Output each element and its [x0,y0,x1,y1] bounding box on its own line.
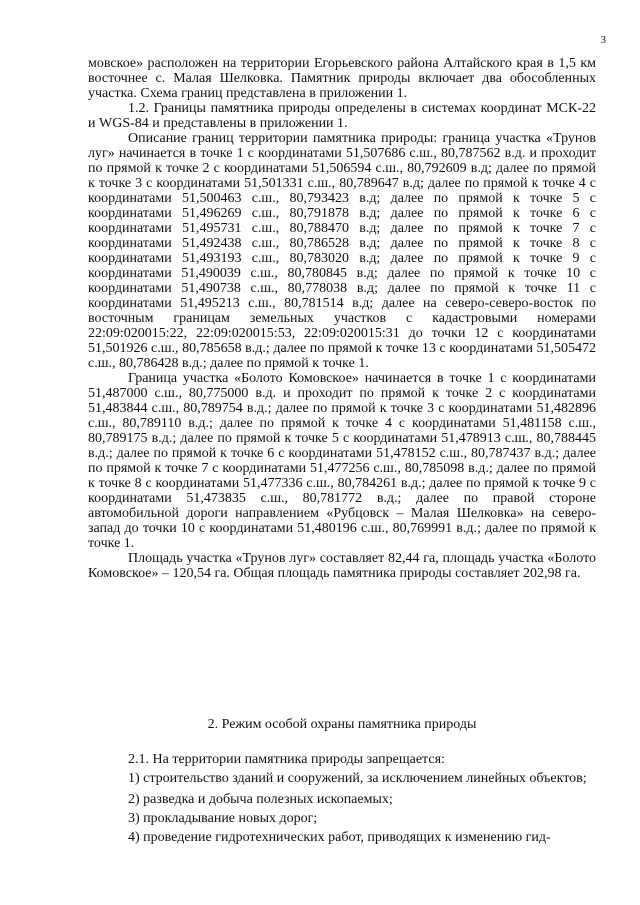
paragraph-area: Площадь участка «Трунов луг» составляет 82,44 га, площадь участка «Болото Комовское» – 120,54 га. Общая площадь памятника природы составляет 202,98 га. [88,551,596,581]
restriction-item-4: 4) проведение гидротехнических работ, приводящих к изменению гид- [128,830,551,845]
restrictions-intro: 2.1. На территории памятника природы запрещается: [128,752,445,767]
restriction-item-1: 1) строительство зданий и сооружений, за исключением линейных объектов; [128,771,587,786]
restrictions-list [88,752,596,849]
page-number: 3 [600,34,606,46]
restriction-item-3: 3) прокладывание новых дорог; [128,811,318,826]
paragraph-location: мовское» расположен на территории Егорьевского района Алтайского края в 1,5 км восточнее с. Малая Шелковка. Памятник природы включает два обособленных участка. Схема границ представлена в приложении 1. [88,56,596,101]
document-body [88,56,596,581]
paragraph-coordinate-systems: 1.2. Границы памятника природы определены в системах координат МСК-22 и WGS-84 и представлены в приложении 1. [88,101,596,131]
paragraph-boloto-komovskoe-boundary: Граница участка «Болото Комовское» начинается в точке 1 с координатами 51,487000 с.ш., 80,775000 в.д. и проходит по прямой к точке 2 с координатами 51,483844 с.ш., 80,789754 в.д.; далее по прямой к точке 3 с координатами 51,482896 с.ш., 80,789110 в.д.; далее по прямой к точке 4 с координатами 51,481158 с.ш., 80,789175 в.д.; далее по прямой к точке 5 с координатами 51,478913 с.ш., 80,788445 в.д.; далее по прямой к точке 6 с координатами 51,478152 с.ш., 80,787437 в.д.; далее по прямой к точке 7 с координатами 51,477256 с.ш., 80,785098 в.д.; далее по прямой к точке 8 с координатами 51,477336 с.ш., 80,784261 в.д.; далее по прямой к точке 9 с координатами 51,473835 с.ш., 80,781772 в.д.; далее по правой стороне автомобильной дороги направлением «Рубцовск – Малая Шелковка» на северо-запад до точки 10 с координатами 51,480196 с.ш., 80,769991 в.д.; далее по прямой к точке 1. [88,371,596,551]
paragraph-trunov-lug-boundary: Описание границ территории памятника природы: граница участка «Трунов луг» начинается в точке 1 с координатами 51,507686 с.ш., 80,787562 в.д. и проходит по прямой к точке 2 с координатами 51,506594 с.ш., 80,792609 в.д; далее по прямой к точке 3 с координатами 51,501331 с.ш., 80,789647 в.д; далее по прямой к точке 4 с координатами 51,500463 с.ш., 80,793423 в.д; далее по прямой к точке 5 с координатами 51,496269 с.ш., 80,791878 в.д; далее по прямой к точке 6 с координатами 51,495731 с.ш., 80,788470 в.д; далее по прямой к точке 7 с координатами 51,492438 с.ш., 80,786528 в.д; далее по прямой к точке 8 с координатами 51,493193 с.ш., 80,783020 в.д; далее по прямой к точке 9 с координатами 51,490039 с.ш., 80,780845 в.д; далее по прямой к точке 10 с координатами 51,490738 с.ш., 80,778038 в.д; далее по прямой к точке 11 с координатами 51,495213 с.ш., 80,781514 в.д; далее на северо-северо-восток по восточным границам земельных участков с кадастровыми номерами 22:09:020015:22, 22:09:020015:53, 22:09:020015:31 до точки 12 с координатами 51,501926 с.ш., 80,785658 в.д.; далее по прямой к точке 13 с координатами 51,505472 с.ш., 80,786428 в.д.; далее по прямой к точке 1. [88,131,596,371]
section-title: 2. Режим особой охраны памятника природы [207,717,477,732]
restriction-item-2: 2) разведка и добыча полезных ископаемых; [128,792,393,807]
